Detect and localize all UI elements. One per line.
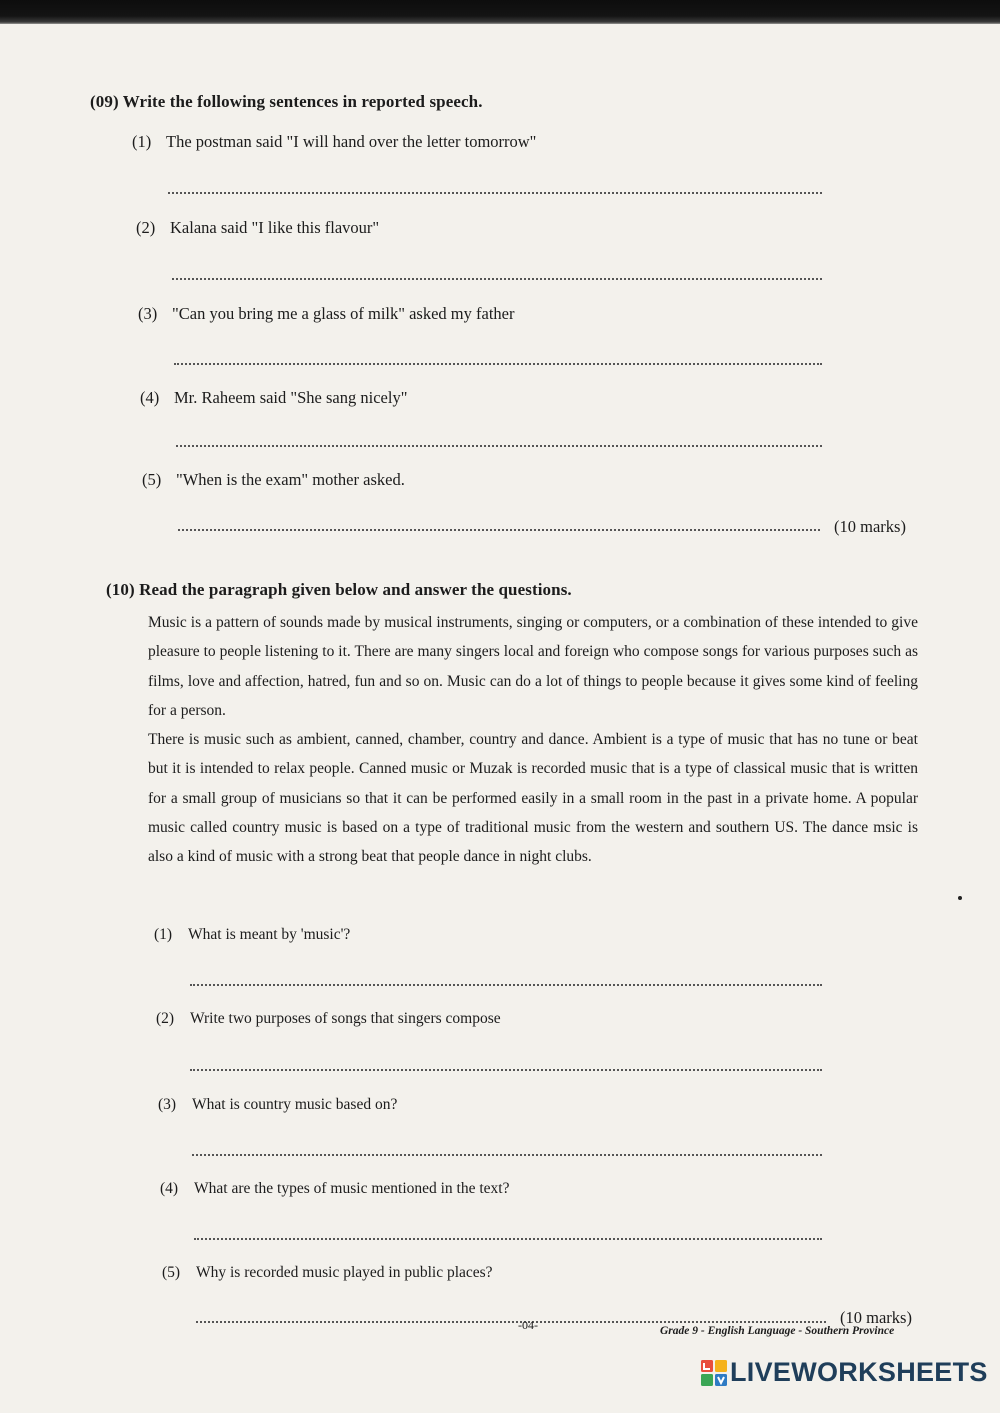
q9-item-4 bbox=[140, 388, 407, 408]
q9-item-2-text: Kalana said "I like this flavour" bbox=[170, 218, 380, 237]
q9-item-2 bbox=[136, 218, 379, 238]
q9-item-5-number: (5) bbox=[142, 470, 162, 489]
q10-answer-5[interactable] bbox=[196, 1321, 826, 1323]
q9-item-1 bbox=[132, 132, 536, 152]
q9-item-3 bbox=[138, 304, 514, 324]
q9-item-1-number: (1) bbox=[132, 132, 152, 151]
q9-answer-3[interactable] bbox=[174, 363, 822, 365]
q10-marks: (10 marks) bbox=[840, 1308, 912, 1327]
q9-item-4-number: (4) bbox=[140, 388, 160, 407]
brand-name: LIVEWORKSHEETS bbox=[730, 1357, 988, 1387]
q10-item-1-number: (1) bbox=[154, 926, 173, 943]
q9-item-2-number: (2) bbox=[136, 218, 156, 237]
q10-item-5 bbox=[162, 1264, 493, 1282]
q10-answer-1[interactable] bbox=[190, 984, 822, 986]
passage-paragraph-1: Music is a pattern of sounds made by musical instruments, singing or computers, or a combination of these intended to give pleasure to people listening to it. There are many singers local and foreign who compose songs for various purposes such as films, love and affection, hatred, fun and so on. Music can do a lot of things to people because it gives some kind of feeling for a person. bbox=[148, 614, 918, 719]
q10-item-2-number: (2) bbox=[156, 1010, 175, 1027]
q10-item-3-text: What is country music based on? bbox=[192, 1096, 398, 1113]
q9-item-3-text: "Can you bring me a glass of milk" asked my father bbox=[172, 304, 515, 323]
q10-answer-3[interactable] bbox=[192, 1154, 822, 1156]
q9-marks: (10 marks) bbox=[834, 517, 906, 536]
q9-answer-4[interactable] bbox=[176, 445, 822, 447]
q10-item-1 bbox=[154, 926, 350, 944]
liveworksheets-brand bbox=[700, 1357, 988, 1388]
passage-paragraph-2: There is music such as ambient, canned, chamber, country and dance. Ambient is a type of music that has no tune or beat but it is intended to relax people. Canned music or Muzak is recorded music that is a type of classical music that is written for a small group of musicians so that it can be performed easily in a small room in the past in a private home. A popular music called country music is based on a type of traditional music from the western and southern US. The dance msic is also a kind of music with a strong beat that people dance in night clubs. bbox=[148, 731, 918, 866]
q10-item-3-number: (3) bbox=[158, 1096, 177, 1113]
liveworksheets-logo-icon bbox=[700, 1358, 728, 1388]
q10-item-2 bbox=[156, 1010, 501, 1028]
q9-item-5 bbox=[142, 470, 405, 490]
q10-item-4-text: What are the types of music mentioned in the text? bbox=[194, 1180, 510, 1197]
scan-speck bbox=[958, 896, 962, 900]
q10-heading: (10) Read the paragraph given below and answer the questions. bbox=[106, 580, 572, 599]
q9-item-1-text: The postman said "I will hand over the letter tomorrow" bbox=[166, 132, 537, 151]
q9-item-4-text: Mr. Raheem said "She sang nicely" bbox=[174, 388, 408, 407]
page-number: -04- bbox=[518, 1318, 538, 1332]
q10-item-2-text: Write two purposes of songs that singers compose bbox=[190, 1010, 501, 1027]
q9-answer-1[interactable] bbox=[168, 192, 822, 194]
reading-passage bbox=[148, 608, 918, 872]
q9-item-5-text: "When is the exam" mother asked. bbox=[176, 470, 405, 489]
q9-heading: (09) Write the following sentences in reported speech. bbox=[90, 92, 483, 111]
q10-item-4 bbox=[160, 1180, 510, 1198]
q10-item-5-number: (5) bbox=[162, 1264, 181, 1281]
q10-item-3 bbox=[158, 1096, 397, 1114]
q9-item-3-number: (3) bbox=[138, 304, 158, 323]
q10-answer-4[interactable] bbox=[194, 1238, 822, 1240]
q10-item-4-number: (4) bbox=[160, 1180, 179, 1197]
q10-item-5-text: Why is recorded music played in public places? bbox=[196, 1264, 493, 1281]
worksheet-page bbox=[0, 24, 1000, 1413]
q10-item-1-text: What is meant by 'music'? bbox=[188, 926, 351, 943]
scan-top-edge bbox=[0, 0, 1000, 24]
footer-title: Grade 9 - English Language - Southern Province bbox=[660, 1325, 895, 1337]
q9-answer-2[interactable] bbox=[172, 278, 822, 280]
q9-answer-5[interactable] bbox=[178, 529, 820, 531]
q10-answer-2[interactable] bbox=[190, 1069, 822, 1071]
